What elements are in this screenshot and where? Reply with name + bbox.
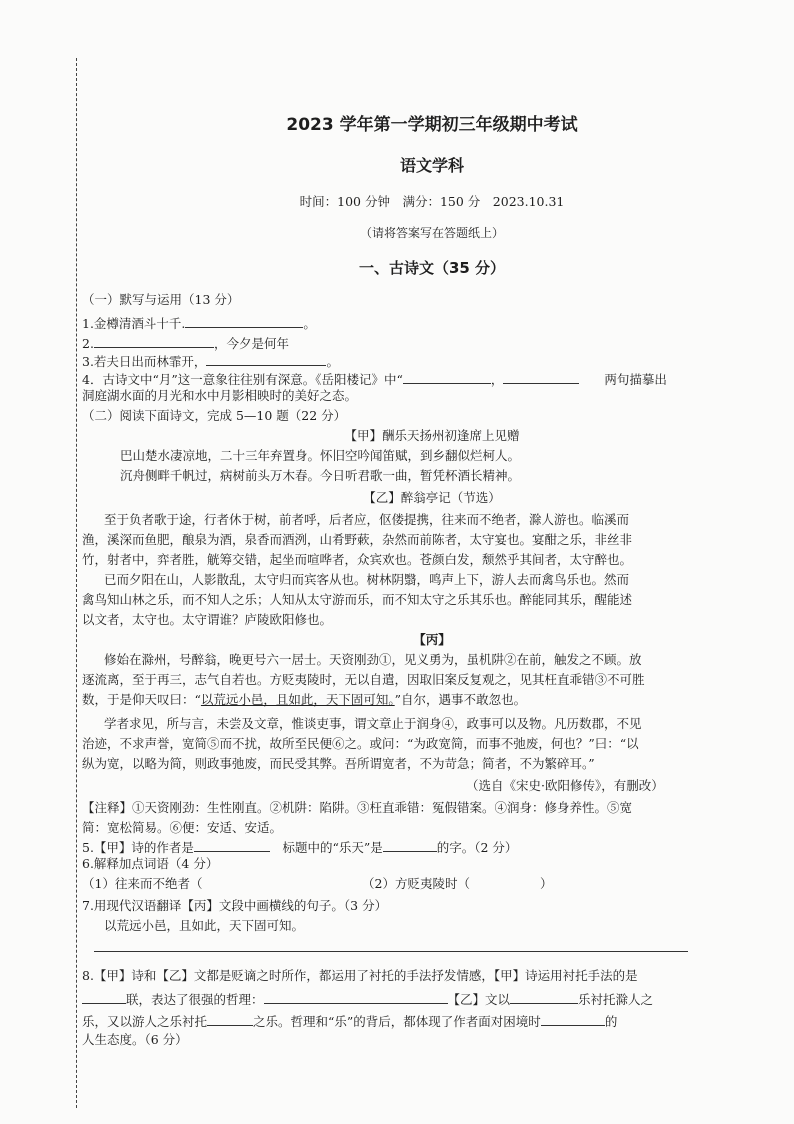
answer-blank[interactable] bbox=[264, 990, 448, 1004]
bing-line-3-end: ”自尔，遇事不敢忽也。 bbox=[394, 692, 527, 707]
question-6-2-text: （2）方贬夷陵时（ bbox=[362, 876, 470, 891]
question-5-text: 5.【甲】诗的作者是 bbox=[82, 840, 194, 855]
section-title: 一、古诗文（35 分） bbox=[358, 259, 506, 277]
underlined-sentence: 以荒远小邑，且如此，天下固可知。 bbox=[200, 692, 395, 707]
yi-line-4: 已而夕阳在山，人影散乱，太守归而宾客从也。树林阴翳，鸣声上下，游人去而禽鸟乐也。然而 bbox=[104, 572, 630, 587]
answer-blank[interactable] bbox=[510, 990, 578, 1004]
source-citation: （选自《宋史·欧阳修传》，有删改） bbox=[466, 778, 664, 793]
question-5-end: 的字。（2 分） bbox=[436, 840, 518, 855]
jia-poem-line-2: 沉舟侧畔千帆过，病树前头万木春。今日听君歌一曲，暂凭杯酒长精神。 bbox=[120, 468, 521, 483]
question-6-1-text: （1）往来而不绝者（ bbox=[82, 876, 203, 891]
yi-line-5: 禽鸟知山林之乐，而不知人之乐；人知从太守游而乐，而不知太守之乐其乐也。醉能同其乐，醒能述 bbox=[82, 592, 633, 607]
question-8-text-a: 联，表达了很强的哲理： bbox=[126, 992, 264, 1007]
exam-meta: 时间：100 分钟 满分：150 分 2023.10.31 bbox=[299, 194, 565, 209]
bing-title: 【丙】 bbox=[413, 632, 451, 647]
question-4-text: 4．古诗文中“月”这一意象往往别有深意。《岳阳楼记》中“ bbox=[82, 372, 403, 387]
question-7: 7.用现代汉语翻译【丙】文段中画横线的句子。（3 分） bbox=[82, 898, 388, 913]
question-7-sentence: 以荒远小邑，且如此，天下固可知。 bbox=[104, 918, 305, 933]
question-4: 4．古诗文中“月”这一意象往往别有深意。《岳阳楼记》中“ ， 两句描摹出 bbox=[82, 372, 667, 387]
jia-poem-line-1: 巴山楚水凄凉地，二十三年弃置身。怀旧空吟闻笛赋，到乡翻似烂柯人。 bbox=[120, 448, 521, 463]
question-8-text-b: 【乙】文以 bbox=[447, 992, 511, 1007]
part1-heading: （一）默写与运用（13 分） bbox=[82, 292, 240, 307]
answer-blank[interactable] bbox=[185, 314, 303, 328]
binding-dashed-line bbox=[76, 58, 77, 1108]
question-5 bbox=[82, 838, 517, 856]
answer-blank[interactable] bbox=[207, 1012, 253, 1026]
bing-line-1: 修始在滁州，号醉翁，晚更号六一居士。天资刚劲①，见义勇为，虽机阱②在前，触发之不顾。放 bbox=[104, 652, 642, 667]
yi-line-1: 至于负者歌于途，行者休于树，前者呼，后者应，伛偻提携，往来而不绝者，滁人游也。临溪而 bbox=[104, 512, 630, 527]
question-6: 6.解释加点词语（4 分） bbox=[82, 856, 219, 871]
question-6-2-close: ） bbox=[539, 876, 553, 891]
question-8-line-1: 8.【甲】诗和【乙】文都是贬谪之时所作，都运用了衬托的手法抒发情感，【甲】诗运用衬托手法的是 bbox=[82, 968, 638, 983]
question-8-line-2 bbox=[82, 990, 653, 1008]
answer-line[interactable] bbox=[94, 951, 688, 952]
notes-line-1: 【注释】①天资刚劲：生性刚直。②机阱：陷阱。③枉直乖错：冤假错案。④润身：修身养性。⑤宽 bbox=[82, 800, 633, 815]
question-8-line-4: 人生态度。（6 分） bbox=[82, 1032, 188, 1047]
bing-line-3-start: 数，于是仰天叹曰：“ bbox=[82, 692, 201, 707]
answer-blank[interactable] bbox=[541, 1012, 605, 1026]
question-4-suffix: 两句描摹出 bbox=[604, 372, 667, 387]
question-8-text-e: 之乐。哲理和“乐”的背后，都体现了作者面对困境时 bbox=[253, 1014, 541, 1029]
answer-blank[interactable] bbox=[82, 990, 126, 1004]
question-8-text-c: 乐衬托滁人之 bbox=[578, 992, 654, 1007]
bing-line-5: 治迹，不求声誉，宽简⑤而不扰，故所至民便⑥之。或问：“为政宽简，而事不弛废，何也？”曰：“以 bbox=[82, 736, 639, 751]
yi-title: 【乙】醉翁亭记（节选） bbox=[363, 490, 501, 505]
answer-blank[interactable] bbox=[383, 838, 437, 852]
yi-line-2: 渔，溪深而鱼肥，酿泉为酒，泉香而酒洌，山肴野蔌，杂然而前陈者，太守宴也。宴酣之乐，非丝非 bbox=[82, 532, 633, 547]
exam-title: 2023 学年第一学期初三年级期中考试 bbox=[286, 115, 578, 135]
question-3: 3.若夫日出而林霏开， 。 bbox=[82, 354, 339, 369]
bing-line-6: 纵为宽，以略为简，则政事弛废，而民受其弊。吾所谓宽者，不为苛急；简者，不为繁碎耳。” bbox=[82, 756, 595, 771]
answer-sheet-note: （请将答案写在答题纸上） bbox=[359, 226, 504, 240]
question-2-text: ，今夕是何年 bbox=[213, 336, 289, 351]
question-2-num: 2. bbox=[82, 336, 94, 351]
yi-line-3: 竹，射者中，弈者胜，觥筹交错，起坐而喧哗者，众宾欢也。苍颜白发，颓然乎其间者，太守醉也。 bbox=[82, 552, 633, 567]
question-1-text: 1.金樽清酒斗十千. bbox=[82, 316, 186, 331]
answer-blank[interactable] bbox=[206, 352, 326, 366]
question-1: 1.金樽清酒斗十千. 。 bbox=[82, 316, 316, 331]
answer-blank[interactable] bbox=[503, 370, 579, 384]
answer-blank[interactable] bbox=[94, 334, 214, 348]
question-2 bbox=[82, 334, 289, 352]
exam-page bbox=[82, 0, 782, 1124]
notes-line-2: 简：宽松简易。⑥便：安适、安适。 bbox=[82, 820, 283, 835]
bing-line-4: 学者求见，所与言，未尝及文章，惟谈吏事，谓文章止于润身④，政事可以及物。凡历数郡，不见 bbox=[104, 716, 642, 731]
question-8-text-d: 乐，又以游人之乐衬托 bbox=[82, 1014, 208, 1029]
question-5-mid: 标题中的“乐天”是 bbox=[282, 840, 383, 855]
question-8-text-f: 的 bbox=[604, 1014, 618, 1029]
part2-heading: （二）阅读下面诗文，完成 5—10 题（22 分） bbox=[82, 408, 347, 423]
question-4-cont: 洞庭湖水面的月光和水中月影相映时的美好之态。 bbox=[82, 388, 358, 403]
subject-title: 语文学科 bbox=[399, 156, 464, 175]
question-3-text: 3.若夫日出而林霏开， bbox=[82, 354, 207, 369]
bing-line-2: 逐流离，至于再三，志气自若也。方贬夷陵时，无以自遣，因取旧案反复观之，见其枉直乖错③不可胜 bbox=[82, 672, 645, 687]
question-6-1 bbox=[82, 876, 202, 892]
jia-title: 【甲】酬乐天扬州初逢席上见赠 bbox=[344, 428, 520, 443]
question-6-2 bbox=[362, 876, 552, 892]
answer-blank[interactable] bbox=[194, 838, 270, 852]
yi-line-6: 以文者，太守也。太守谓谁？庐陵欧阳修也。 bbox=[82, 612, 333, 627]
answer-blank[interactable] bbox=[403, 370, 491, 384]
bing-line-3 bbox=[82, 692, 526, 708]
question-8-line-3 bbox=[82, 1012, 617, 1030]
